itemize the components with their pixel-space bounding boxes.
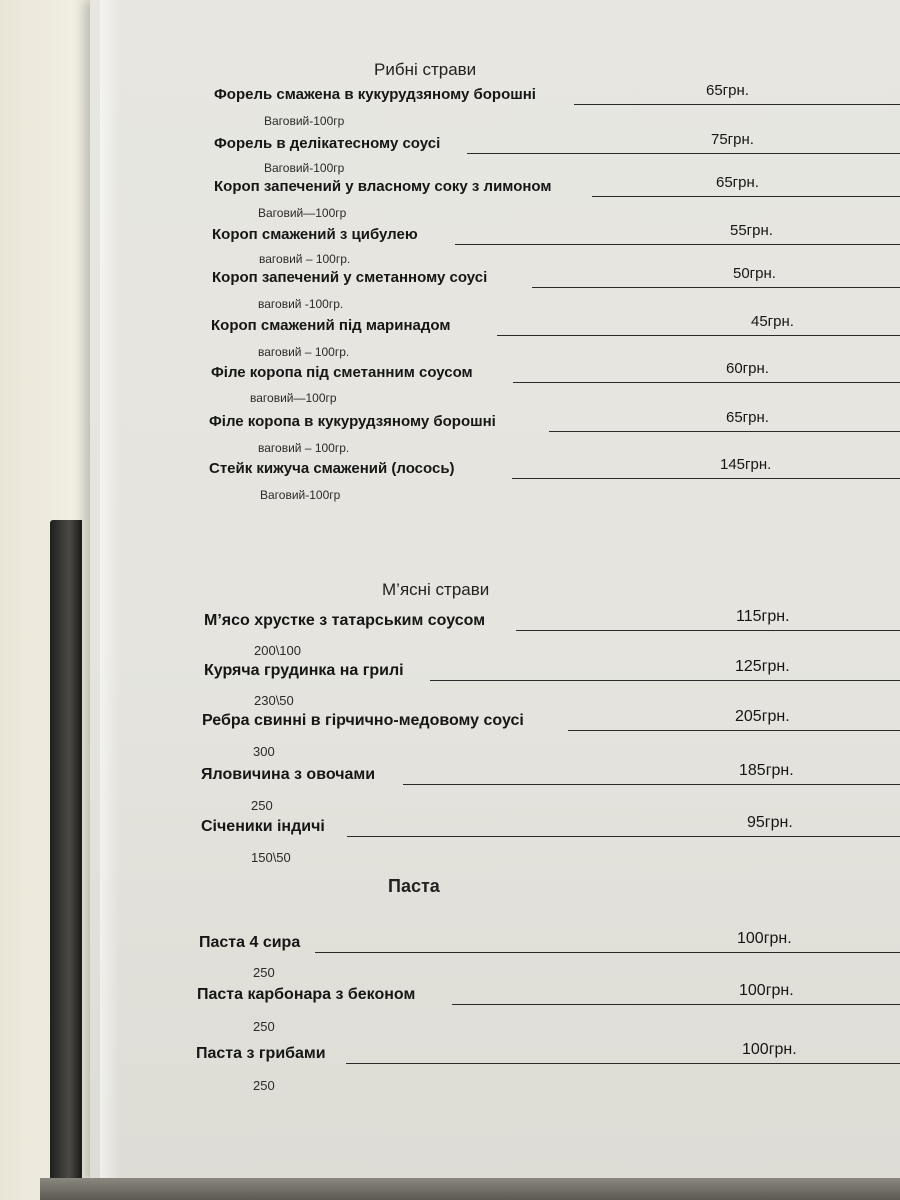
item-weight: ваговий – 100гр. xyxy=(259,252,351,266)
leader-line xyxy=(592,196,900,197)
leader-line xyxy=(430,680,900,681)
item-price: 185грн. xyxy=(739,762,794,779)
leader-line xyxy=(403,784,900,785)
section-title-pasta: Паста xyxy=(388,876,440,896)
item-name: Паста карбонара з беконом xyxy=(197,986,416,1003)
item-price: 95грн. xyxy=(747,814,793,831)
leader-line xyxy=(513,382,900,383)
item-name: Ребра свинні в гірчично-медовому соусі xyxy=(202,712,524,729)
item-name: Форель в делікатесному соусі xyxy=(214,135,441,152)
item-weight: ваговий – 100гр. xyxy=(258,345,350,359)
item-name: Яловичина з овочами xyxy=(201,766,376,783)
item-name: Філе коропа в кукурудзяному борошні xyxy=(209,413,496,430)
leader-line xyxy=(568,730,900,731)
item-weight: 230\50 xyxy=(254,693,294,708)
item-weight: Ваговий-100гр xyxy=(260,488,341,502)
menu-item xyxy=(201,814,813,878)
item-name: Січеники індичі xyxy=(201,818,325,835)
leader-line xyxy=(497,335,900,336)
leader-line xyxy=(315,952,900,953)
item-price: 100грн. xyxy=(742,1041,797,1058)
leader-line xyxy=(346,1063,900,1064)
section-title-meat: М’ясні страви xyxy=(382,580,490,599)
item-price: 100грн. xyxy=(739,982,794,999)
item-price: 65грн. xyxy=(716,174,759,191)
item-weight: 250 xyxy=(251,798,273,813)
item-weight: 200\100 xyxy=(254,643,301,658)
item-name: Паста з грибами xyxy=(196,1045,326,1062)
item-price: 75грн. xyxy=(711,131,754,148)
menu-item xyxy=(209,456,789,520)
item-price: 145грн. xyxy=(720,456,772,473)
item-price: 45грн. xyxy=(751,313,794,330)
item-price: 100грн. xyxy=(737,930,792,947)
section-title-fish: Рибні страви xyxy=(374,60,477,79)
menu-item xyxy=(196,1041,816,1105)
item-price: 50грн. xyxy=(733,265,776,282)
item-weight: ваговий – 100гр. xyxy=(258,441,350,455)
item-price: 55грн. xyxy=(730,222,773,239)
item-name: М’ясо хрустке з татарським соусом xyxy=(204,612,486,629)
item-name: Куряча грудинка на грилі xyxy=(204,662,404,679)
item-name: Філе коропа під сметанним соусом xyxy=(211,364,473,381)
item-price: 65грн. xyxy=(706,82,749,99)
menu-item xyxy=(201,762,813,826)
item-price: 115грн. xyxy=(736,608,790,625)
item-name: Форель смажена в кукурудзяному борошні xyxy=(214,86,536,103)
item-name: Короп смажений з цибулею xyxy=(212,226,418,243)
item-name: Стейк кижуча смажений (лосось) xyxy=(209,460,455,477)
leader-line xyxy=(532,287,900,288)
item-weight: Ваговий—100гр xyxy=(258,206,347,220)
item-price: 60грн. xyxy=(726,360,769,377)
item-weight: 150\50 xyxy=(251,850,291,865)
item-weight: 250 xyxy=(253,965,275,980)
item-weight: ваговий—100гр xyxy=(250,391,337,405)
leader-line xyxy=(549,431,900,432)
item-weight: ваговий -100гр. xyxy=(258,297,344,311)
leader-line xyxy=(347,836,900,837)
leader-line xyxy=(455,244,900,245)
leader-line xyxy=(512,478,900,479)
item-price: 125грн. xyxy=(735,658,790,675)
item-weight: 250 xyxy=(253,1078,275,1093)
leader-line xyxy=(452,1004,900,1005)
leader-line xyxy=(574,104,900,105)
item-name: Короп запечений у власному соку з лимоном xyxy=(214,178,552,195)
menu-item xyxy=(202,708,812,772)
menu-item xyxy=(199,930,819,994)
item-weight: Ваговий-100гр xyxy=(264,114,345,128)
item-price: 205грн. xyxy=(735,708,790,725)
leader-line xyxy=(467,153,900,154)
leader-line xyxy=(516,630,900,631)
item-name: Короп смажений під маринадом xyxy=(211,317,451,334)
item-name: Паста 4 сира xyxy=(199,934,301,951)
item-weight: 300 xyxy=(253,744,275,759)
item-price: 65грн. xyxy=(726,409,769,426)
menu-item xyxy=(197,982,817,1046)
item-name: Короп запечений у сметанному соусі xyxy=(212,269,488,286)
item-weight: Ваговий-100гр xyxy=(264,161,345,175)
item-weight: 250 xyxy=(253,1019,275,1034)
